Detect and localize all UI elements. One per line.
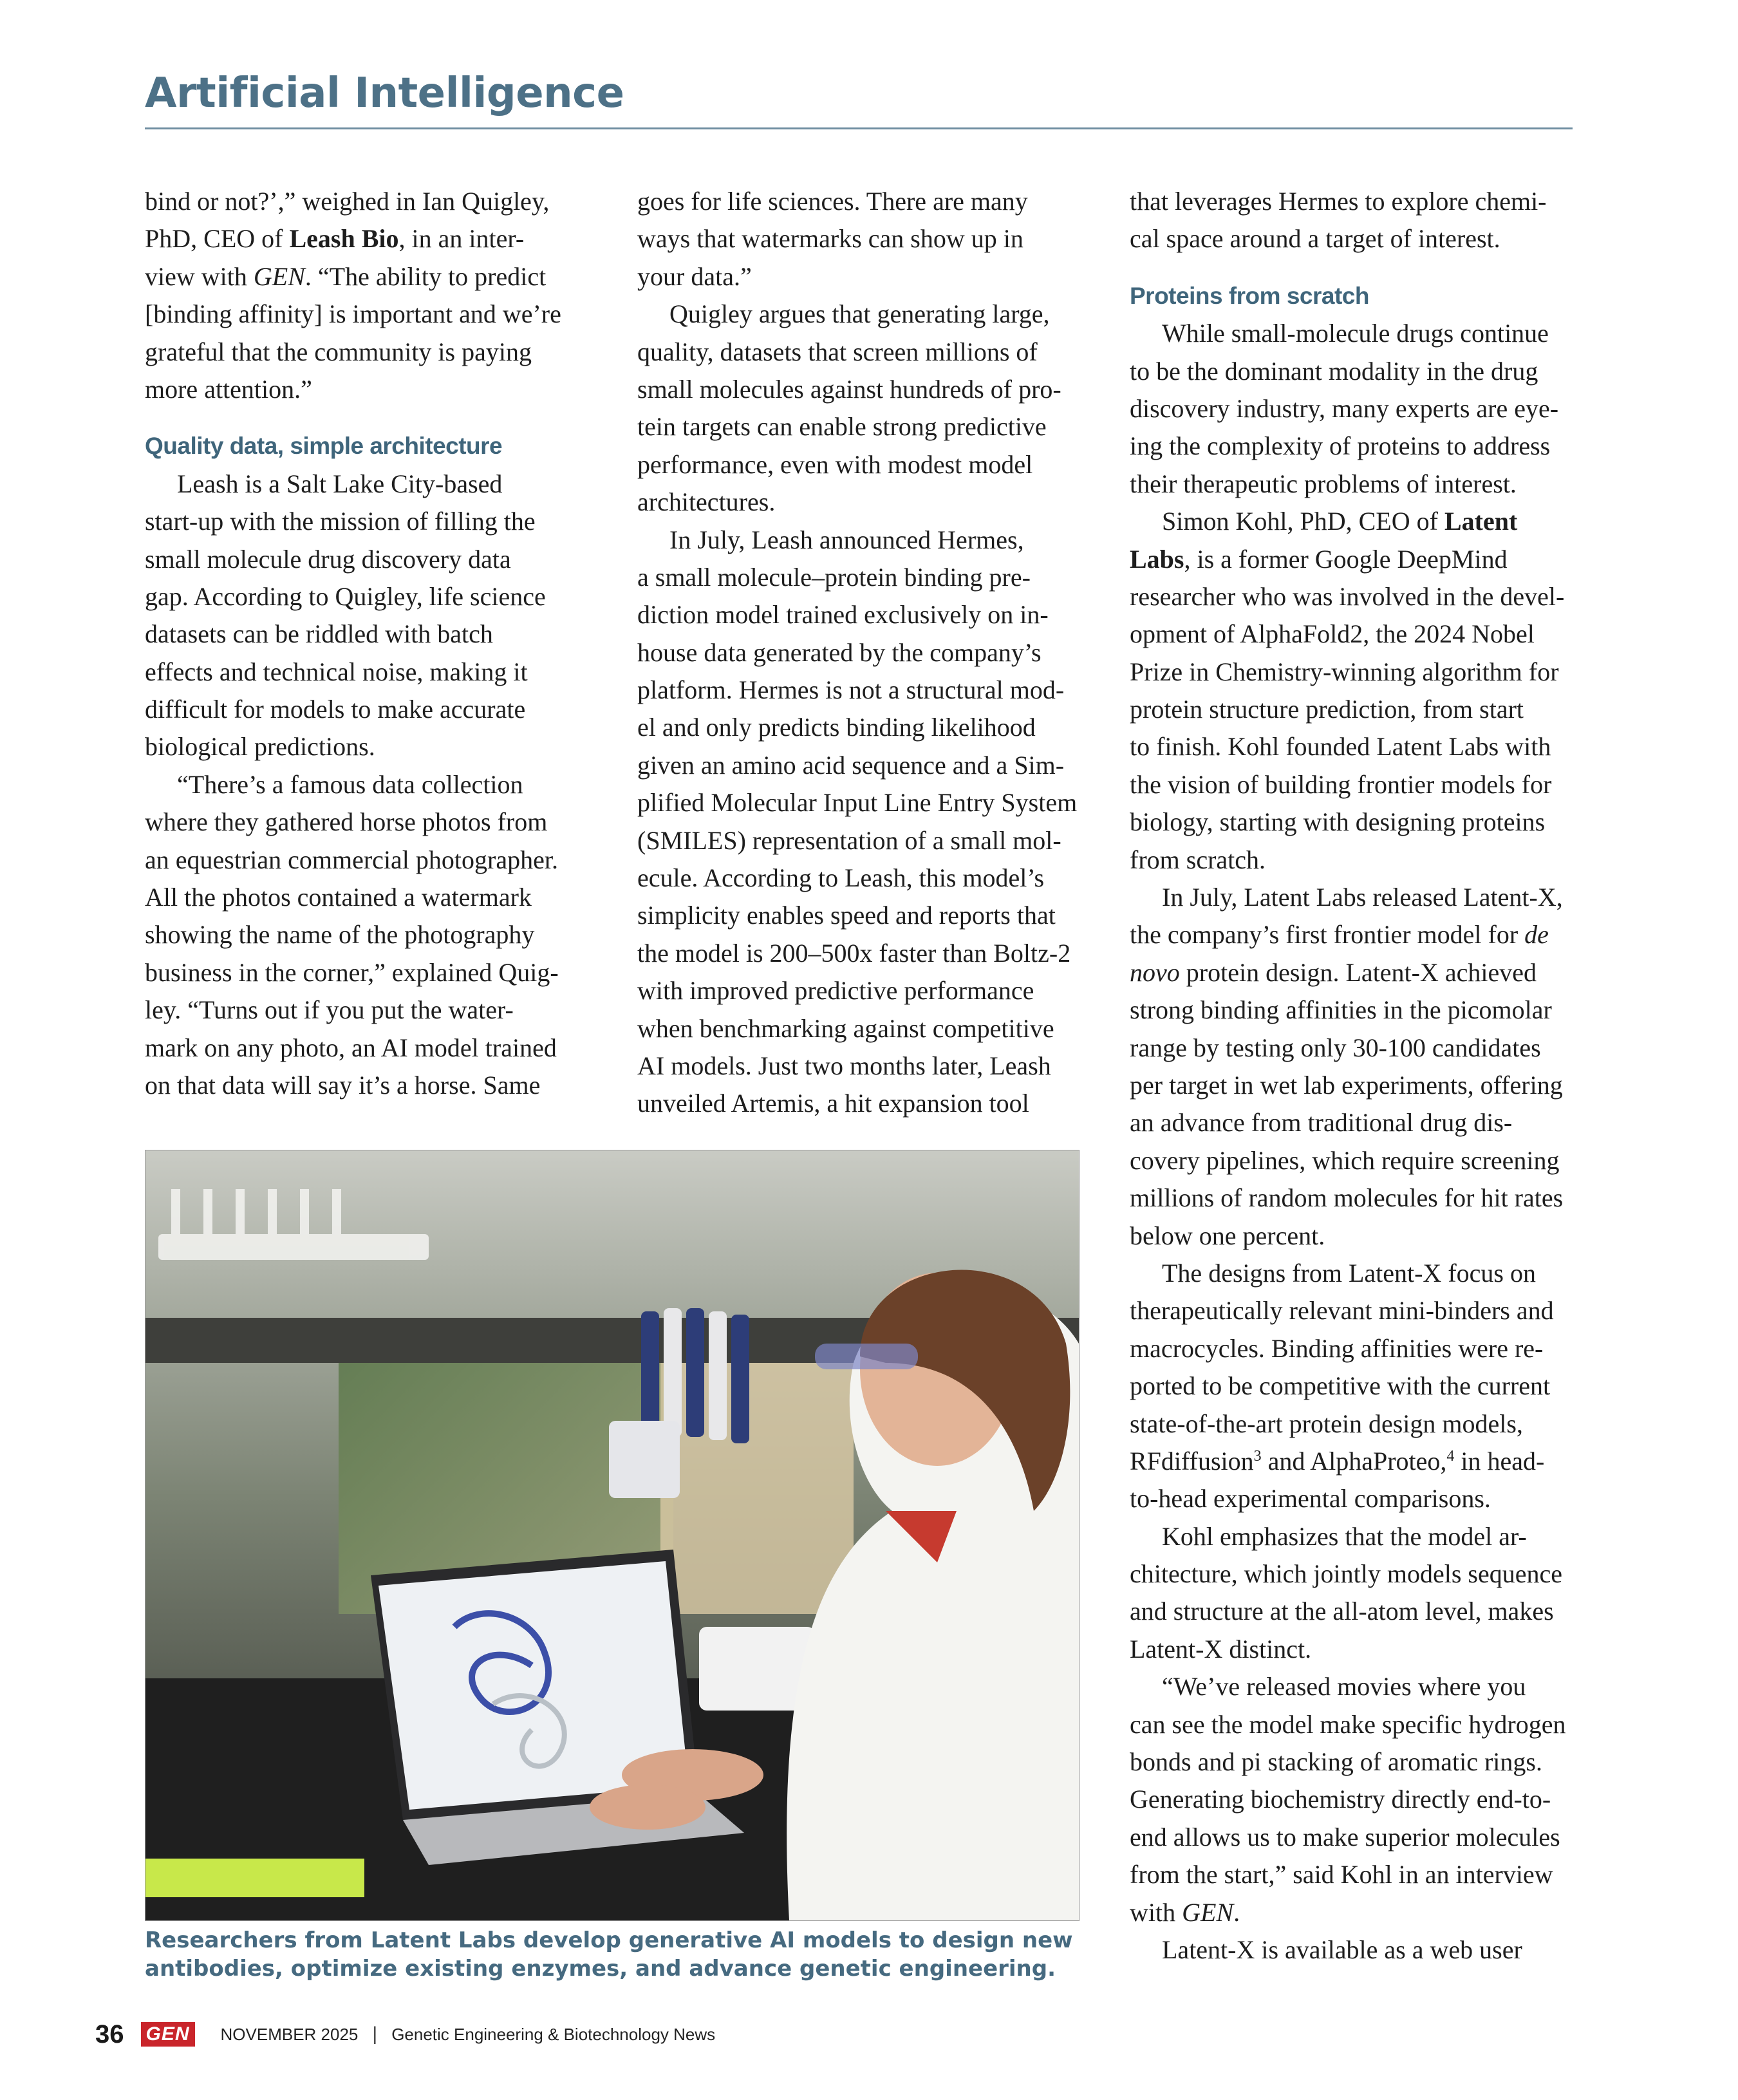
footnote-ref-3: 3 (1253, 1447, 1262, 1465)
text-line: can see the model make specific hydrogen (1130, 1709, 1566, 1739)
text-line: tein targets can enable strong predictive (637, 412, 1047, 442)
text-line: While small-molecule drugs continue (1162, 319, 1549, 348)
text-line: more attention.” (145, 374, 312, 404)
text-line: Prize in Chemistry-winning algorithm for (1130, 657, 1559, 686)
text-line: platform. Hermes is not a structural mod- (637, 675, 1065, 705)
text-line: mark on any photo, an AI model trained (145, 1033, 557, 1062)
text-line: unveiled Artemis, a hit expansion tool (637, 1089, 1029, 1118)
text-line: ways that watermarks can show up in (637, 224, 1023, 254)
section-title: Artificial Intelligence (145, 70, 624, 117)
text-line: datasets can be riddled with batch (145, 619, 493, 649)
text-line: an advance from traditional drug dis- (1130, 1108, 1513, 1138)
text-line: macrocycles. Binding affinities were re- (1130, 1333, 1544, 1363)
text-line: difficult for models to make accurate (145, 695, 526, 724)
text-line: therapeutically relevant mini-binders and (1130, 1296, 1554, 1326)
text-line: and structure at the all-atom level, makes (1130, 1597, 1554, 1626)
text-line: the model is 200–500x faster than Boltz-2 (637, 938, 1071, 968)
text-line: “There’s a famous data collection (177, 769, 523, 799)
text-line: Simon Kohl, PhD, CEO of Latent (1162, 507, 1518, 536)
text-line: covery pipelines, which require screening (1130, 1145, 1560, 1175)
text-line: per target in wet lab experiments, offering (1130, 1070, 1563, 1100)
gen-logo: GEN (141, 2022, 195, 2047)
text-line: researcher who was involved in the devel- (1130, 581, 1565, 611)
text-line: performance, even with modest model (637, 449, 1033, 479)
footnote-ref-4: 4 (1446, 1447, 1455, 1465)
text-line: start-up with the mission of filling the (145, 507, 536, 536)
text-line: where they gathered horse photos from (145, 807, 548, 837)
text-line: architectures. (637, 487, 776, 517)
company-latent-labs: Latent (1444, 507, 1518, 536)
text-line: end allows us to make superior molecules (1130, 1822, 1560, 1852)
text-line: to be the dominant modality in the drug (1130, 356, 1538, 386)
text-line: PhD, CEO of Leash Bio, in an inter- (145, 224, 525, 254)
text-line: ing the complexity of proteins to address (1130, 431, 1551, 461)
subhead-quality-data: Quality data, simple architecture (145, 433, 503, 460)
text-line: given an amino acid sequence and a Sim- (637, 750, 1065, 780)
text-line: chitecture, which jointly models sequence (1130, 1559, 1563, 1589)
company-leash-bio: Leash Bio (289, 224, 399, 254)
issue-date: NOVEMBER 2025 (220, 2024, 359, 2044)
text-line: simplicity enables speed and reports that (637, 901, 1056, 930)
text-line: bonds and pi stacking of aromatic rings. (1130, 1747, 1542, 1777)
text-line: your data.” (637, 261, 752, 291)
text-line: AI models. Just two months later, Leash (637, 1051, 1051, 1080)
text-line: on that data will say it’s a horse. Same (145, 1070, 541, 1100)
figure-caption: Researchers from Latent Labs develop generative AI models to design new antibodies, optimize existing enzymes, and advance genetic engineering. (145, 1927, 1073, 1982)
publication-name: Genetic Engineering & Biotechnology News (391, 2024, 716, 2044)
text-line: small molecule drug discovery data (145, 544, 511, 574)
text-line: showing the name of the photography (145, 920, 535, 950)
column-2 (637, 183, 1091, 1123)
text-line: the company’s first frontier model for de (1130, 920, 1549, 950)
text-line: from the start,” said Kohl in an interview (1130, 1860, 1553, 1889)
text-line: Quigley argues that generating large, (669, 299, 1050, 329)
text-line: RFdiffusion$^3$ and AlphaProteo,$^4$ in head- (1130, 1446, 1545, 1476)
column-3 (1130, 183, 1574, 1969)
text-line: state-of-the-art protein design models, (1130, 1409, 1523, 1438)
text-line: [binding affinity] is important and we’re (145, 299, 561, 329)
text-line: view with GEN. “The ability to predict (145, 261, 547, 291)
text-line: goes for life sciences. There are many (637, 187, 1028, 216)
text-line: their therapeutic problems of interest. (1130, 469, 1517, 498)
text-line: grateful that the community is paying (145, 337, 532, 366)
text-line: All the photos contained a watermark (145, 883, 532, 912)
text-line: strong binding affinities in the picomolar (1130, 995, 1552, 1025)
text-line: (SMILES) representation of a small mol- (637, 825, 1061, 855)
text-line: discovery industry, many experts are eye- (1130, 393, 1559, 423)
text-line: below one percent. (1130, 1221, 1325, 1250)
page-footer (95, 2015, 715, 2054)
text-line: to-head experimental comparisons. (1130, 1484, 1491, 1514)
text-line: biological predictions. (145, 732, 375, 762)
text-line: the vision of building frontier models for (1130, 769, 1552, 799)
text-line: “We’ve released movies where you (1162, 1672, 1526, 1702)
text-line: Kohl emphasizes that the model ar- (1162, 1521, 1527, 1551)
subhead-proteins: Proteins from scratch (1130, 282, 1369, 309)
text-line: opment of AlphaFold2, the 2024 Nobel (1130, 619, 1535, 649)
text-line: from scratch. (1130, 845, 1266, 874)
lab-photo (145, 1150, 1079, 1921)
text-line: when benchmarking against competitive (637, 1013, 1054, 1043)
text-line: with improved predictive performance (637, 976, 1034, 1006)
text-line: Latent-X distinct. (1130, 1634, 1312, 1664)
text-line: quality, datasets that screen millions of (637, 337, 1038, 366)
text-line: diction model trained exclusively on in- (637, 600, 1049, 630)
text-line: ported to be competitive with the current (1130, 1371, 1551, 1401)
text-line: a small molecule–protein binding pre- (637, 562, 1031, 592)
text-line: to finish. Kohl founded Latent Labs with (1130, 732, 1551, 762)
text-line: an equestrian commercial photographer. (145, 845, 558, 874)
column-1 (145, 183, 599, 1104)
tube-rack (145, 1859, 364, 1897)
text-line: protein structure prediction, from start (1130, 695, 1524, 724)
text-line: ecule. According to Leash, this model’s (637, 863, 1045, 893)
footer-separator: | (372, 2023, 378, 2045)
text-line: Generating biochemistry directly end-to- (1130, 1785, 1551, 1814)
text-line: cal space around a target of interest. (1130, 224, 1500, 254)
section-divider (145, 127, 1573, 129)
page-number: 36 (95, 2020, 124, 2048)
text-line: In July, Leash announced Hermes, (669, 525, 1024, 554)
text-line: with GEN. (1130, 1897, 1240, 1927)
text-line: The designs from Latent-X focus on (1162, 1258, 1536, 1288)
text-line: house data generated by the company’s (637, 637, 1042, 667)
text-line: that leverages Hermes to explore chemi- (1130, 187, 1547, 216)
text-line: Labs, is a former Google DeepMind (1130, 544, 1508, 574)
text-line: business in the corner,” explained Quig- (145, 957, 559, 987)
text-line: Leash is a Salt Lake City-based (177, 469, 503, 498)
text-line: small molecules against hundreds of pro- (637, 374, 1061, 404)
text-line: millions of random molecules for hit rates (1130, 1183, 1564, 1213)
text-line: effects and technical noise, making it (145, 657, 528, 686)
text-line: novo protein design. Latent-X achieved (1130, 957, 1537, 987)
text-line: Latent-X is available as a web user (1162, 1935, 1522, 1964)
text-line: ley. “Turns out if you put the water- (145, 995, 514, 1025)
text-line: range by testing only 30-100 candidates (1130, 1033, 1541, 1062)
text-line: gap. According to Quigley, life science (145, 581, 546, 611)
text-line: biology, starting with designing proteins (1130, 807, 1546, 837)
text-line: bind or not?’,” weighed in Ian Quigley, (145, 187, 550, 216)
text-line: plified Molecular Input Line Entry System (637, 788, 1078, 818)
text-line: el and only predicts binding likelihood (637, 713, 1036, 742)
text-line: In July, Latent Labs released Latent-X, (1162, 883, 1563, 912)
